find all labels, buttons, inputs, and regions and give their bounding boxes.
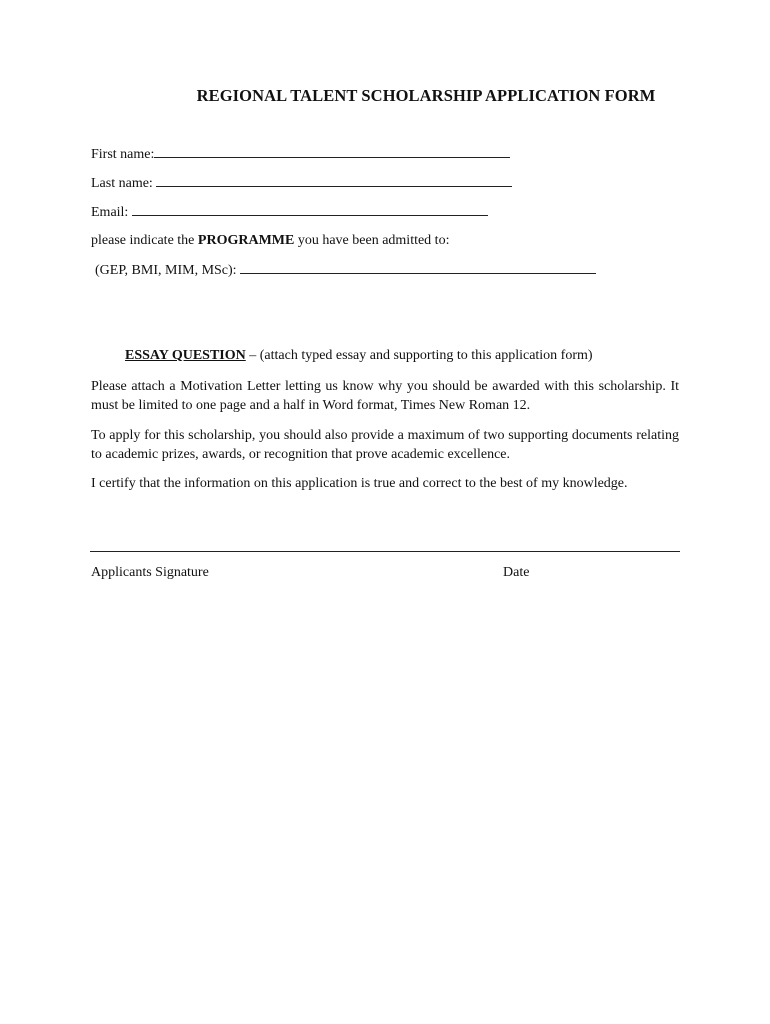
programme-options-label: (GEP, BMI, MIM, MSc): <box>95 263 237 278</box>
programme-row <box>95 261 596 280</box>
programme-instruction <box>91 232 449 250</box>
essay-paragraph-1: Please attach a Motivation Letter letting us know why you should be awarded with this scholarship. It must be limited to one page and a half in Word format, Times New Roman 12. <box>91 379 679 413</box>
date-label: Date <box>503 565 530 580</box>
programme-keyword: PROGRAMME <box>197 233 295 248</box>
first-name-row <box>91 145 510 164</box>
programme-field[interactable] <box>240 261 596 274</box>
certification-text: I certify that the information on this application is true and correct to the best of my knowledge. <box>91 476 628 491</box>
email-row <box>91 203 488 222</box>
essay-paragraph-2: To apply for this scholarship, you should also provide a maximum of two supporting documents relating to academic prizes, awards, or recognition that prove academic excellence. <box>91 428 679 462</box>
applicant-signature-label: Applicants Signature <box>91 565 209 580</box>
email-label: Email: <box>91 205 129 220</box>
essay-heading-row <box>125 347 593 365</box>
last-name-label: Last name: <box>91 176 153 191</box>
essay-heading-note: – (attach typed essay and supporting to this application form) <box>245 348 593 363</box>
first-name-label: First name: <box>91 147 155 162</box>
form-title: REGIONAL TALENT SCHOLARSHIP APPLICATION FORM <box>196 86 656 105</box>
first-name-field[interactable] <box>154 145 510 158</box>
programme-suffix: you have been admitted to: <box>294 233 450 248</box>
last-name-row <box>91 174 512 193</box>
email-field[interactable] <box>132 203 488 216</box>
last-name-field[interactable] <box>156 174 512 187</box>
programme-prefix: please indicate the <box>91 233 198 248</box>
essay-heading: ESSAY QUESTION <box>125 348 246 363</box>
signature-line[interactable] <box>90 551 680 552</box>
